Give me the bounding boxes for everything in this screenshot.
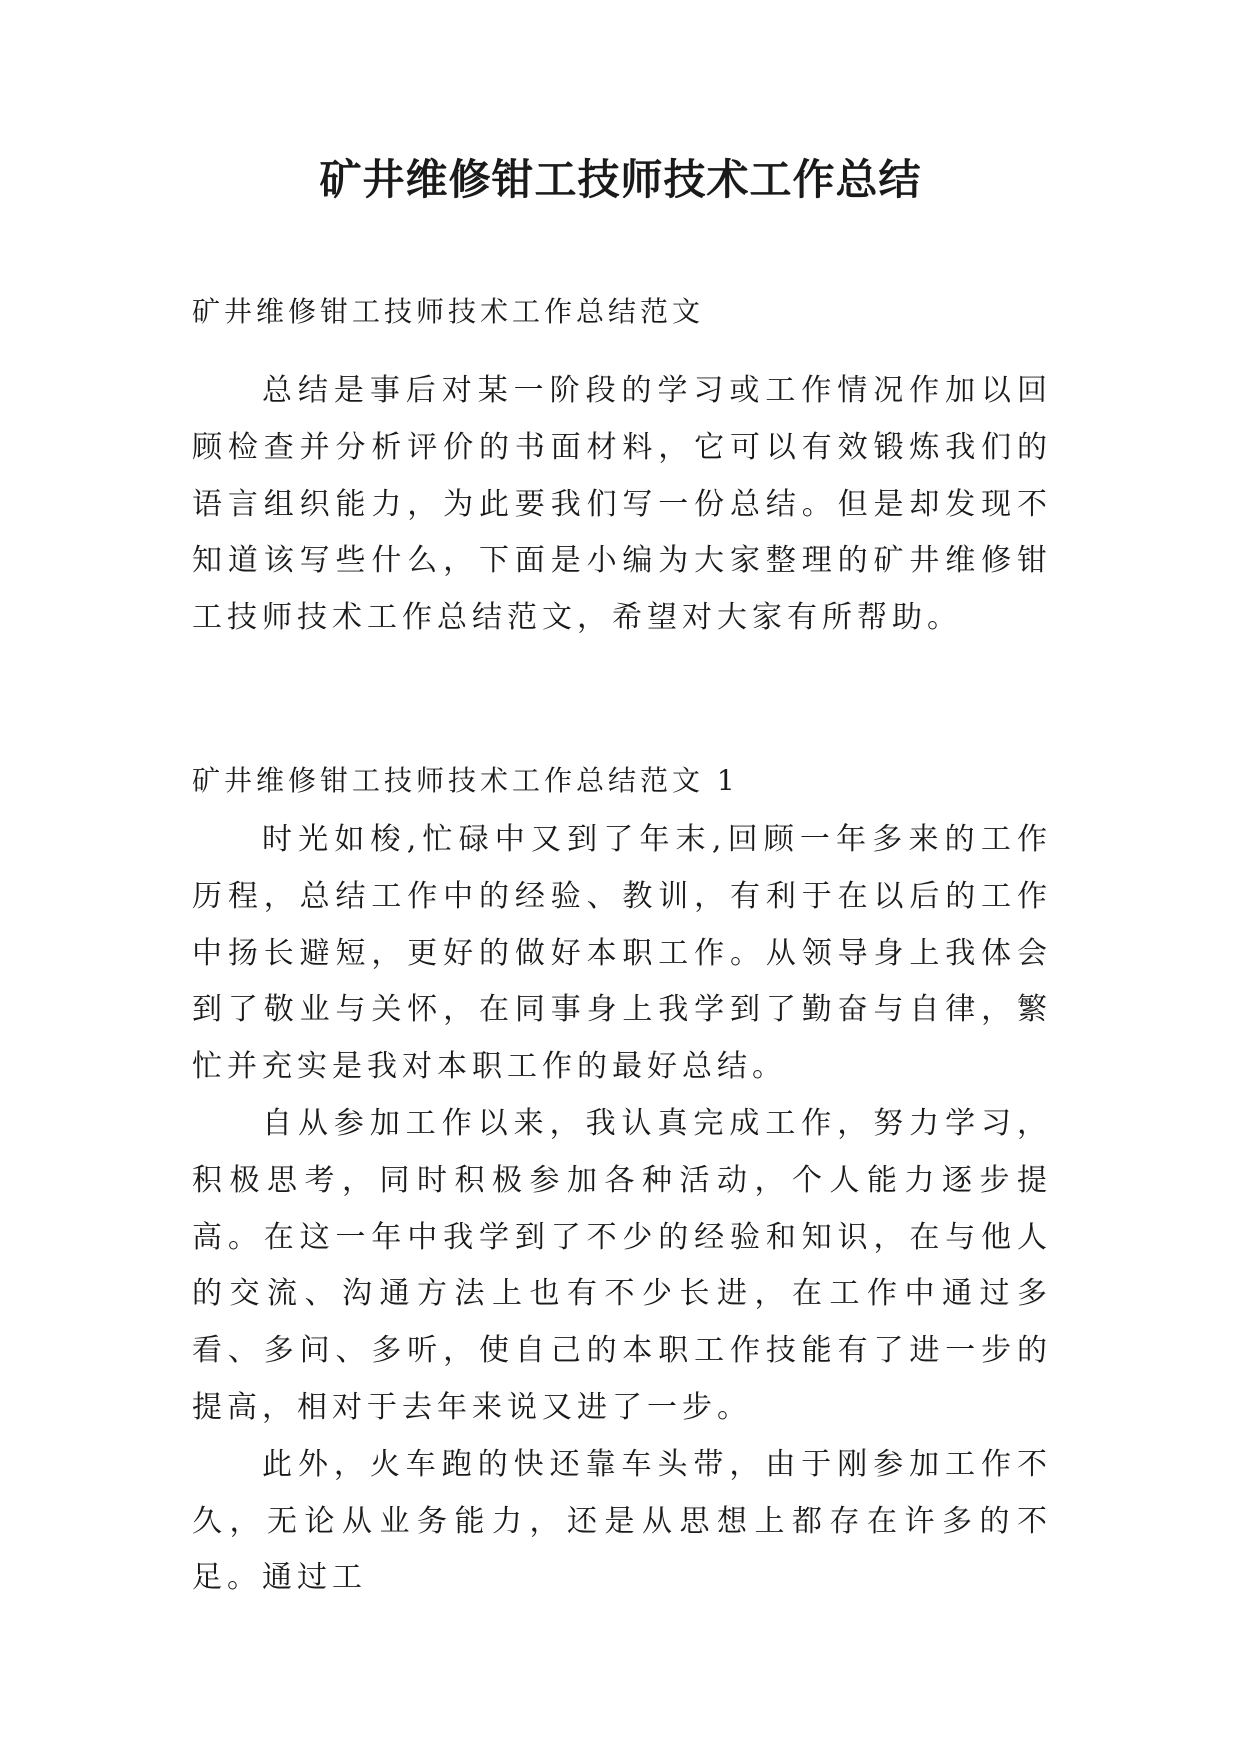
section-body xyxy=(192,812,1052,1607)
intro-paragraph: 总结是事后对某一阶段的学习或工作情况作加以回顾检查并分析评价的书面材料，它可以有效锻炼我们的语言组织能力，为此要我们写一份总结。但是却发现不知道该写些什么，下面是小编为大家整理的矿井维修钳工技师技术工作总结范文，希望对大家有所帮助。 xyxy=(192,373,1052,636)
intro-section xyxy=(192,363,1052,647)
document-title: 矿井维修钳工技师技术工作总结 xyxy=(319,155,922,204)
section-heading: 矿井维修钳工技师技术工作总结范文 1 xyxy=(192,764,739,797)
body-paragraph: 此外，火车跑的快还靠车头带，由于刚参加工作不久，无论从业务能力，还是从思想上都存在许多的不足。通过工 xyxy=(192,1446,1052,1596)
body-paragraph: 自从参加工作以来，我认真完成工作，努力学习，积极思考，同时积极参加各种活动，个人能力逐步提高。在这一年中我学到了不少的经验和知识，在与他人的交流、沟通方法上也有不少长进，在工作中通过多看、多问、多听，使自己的本职工作技能有了进一步的提高，相对于去年来说又进了一步。 xyxy=(192,1105,1052,1425)
body-paragraph: 时光如梭,忙碌中又到了年末,回顾一年多来的工作历程，总结工作中的经验、教训，有利于在以后的工作中扬长避短，更好的做好本职工作。从领导身上我体会到了敬业与关怀，在同事身上我学到了勤奋与自律，繁忙并充实是我对本职工作的最好总结。 xyxy=(192,822,1052,1085)
document-subtitle: 矿井维修钳工技师技术工作总结范文 xyxy=(192,295,705,328)
